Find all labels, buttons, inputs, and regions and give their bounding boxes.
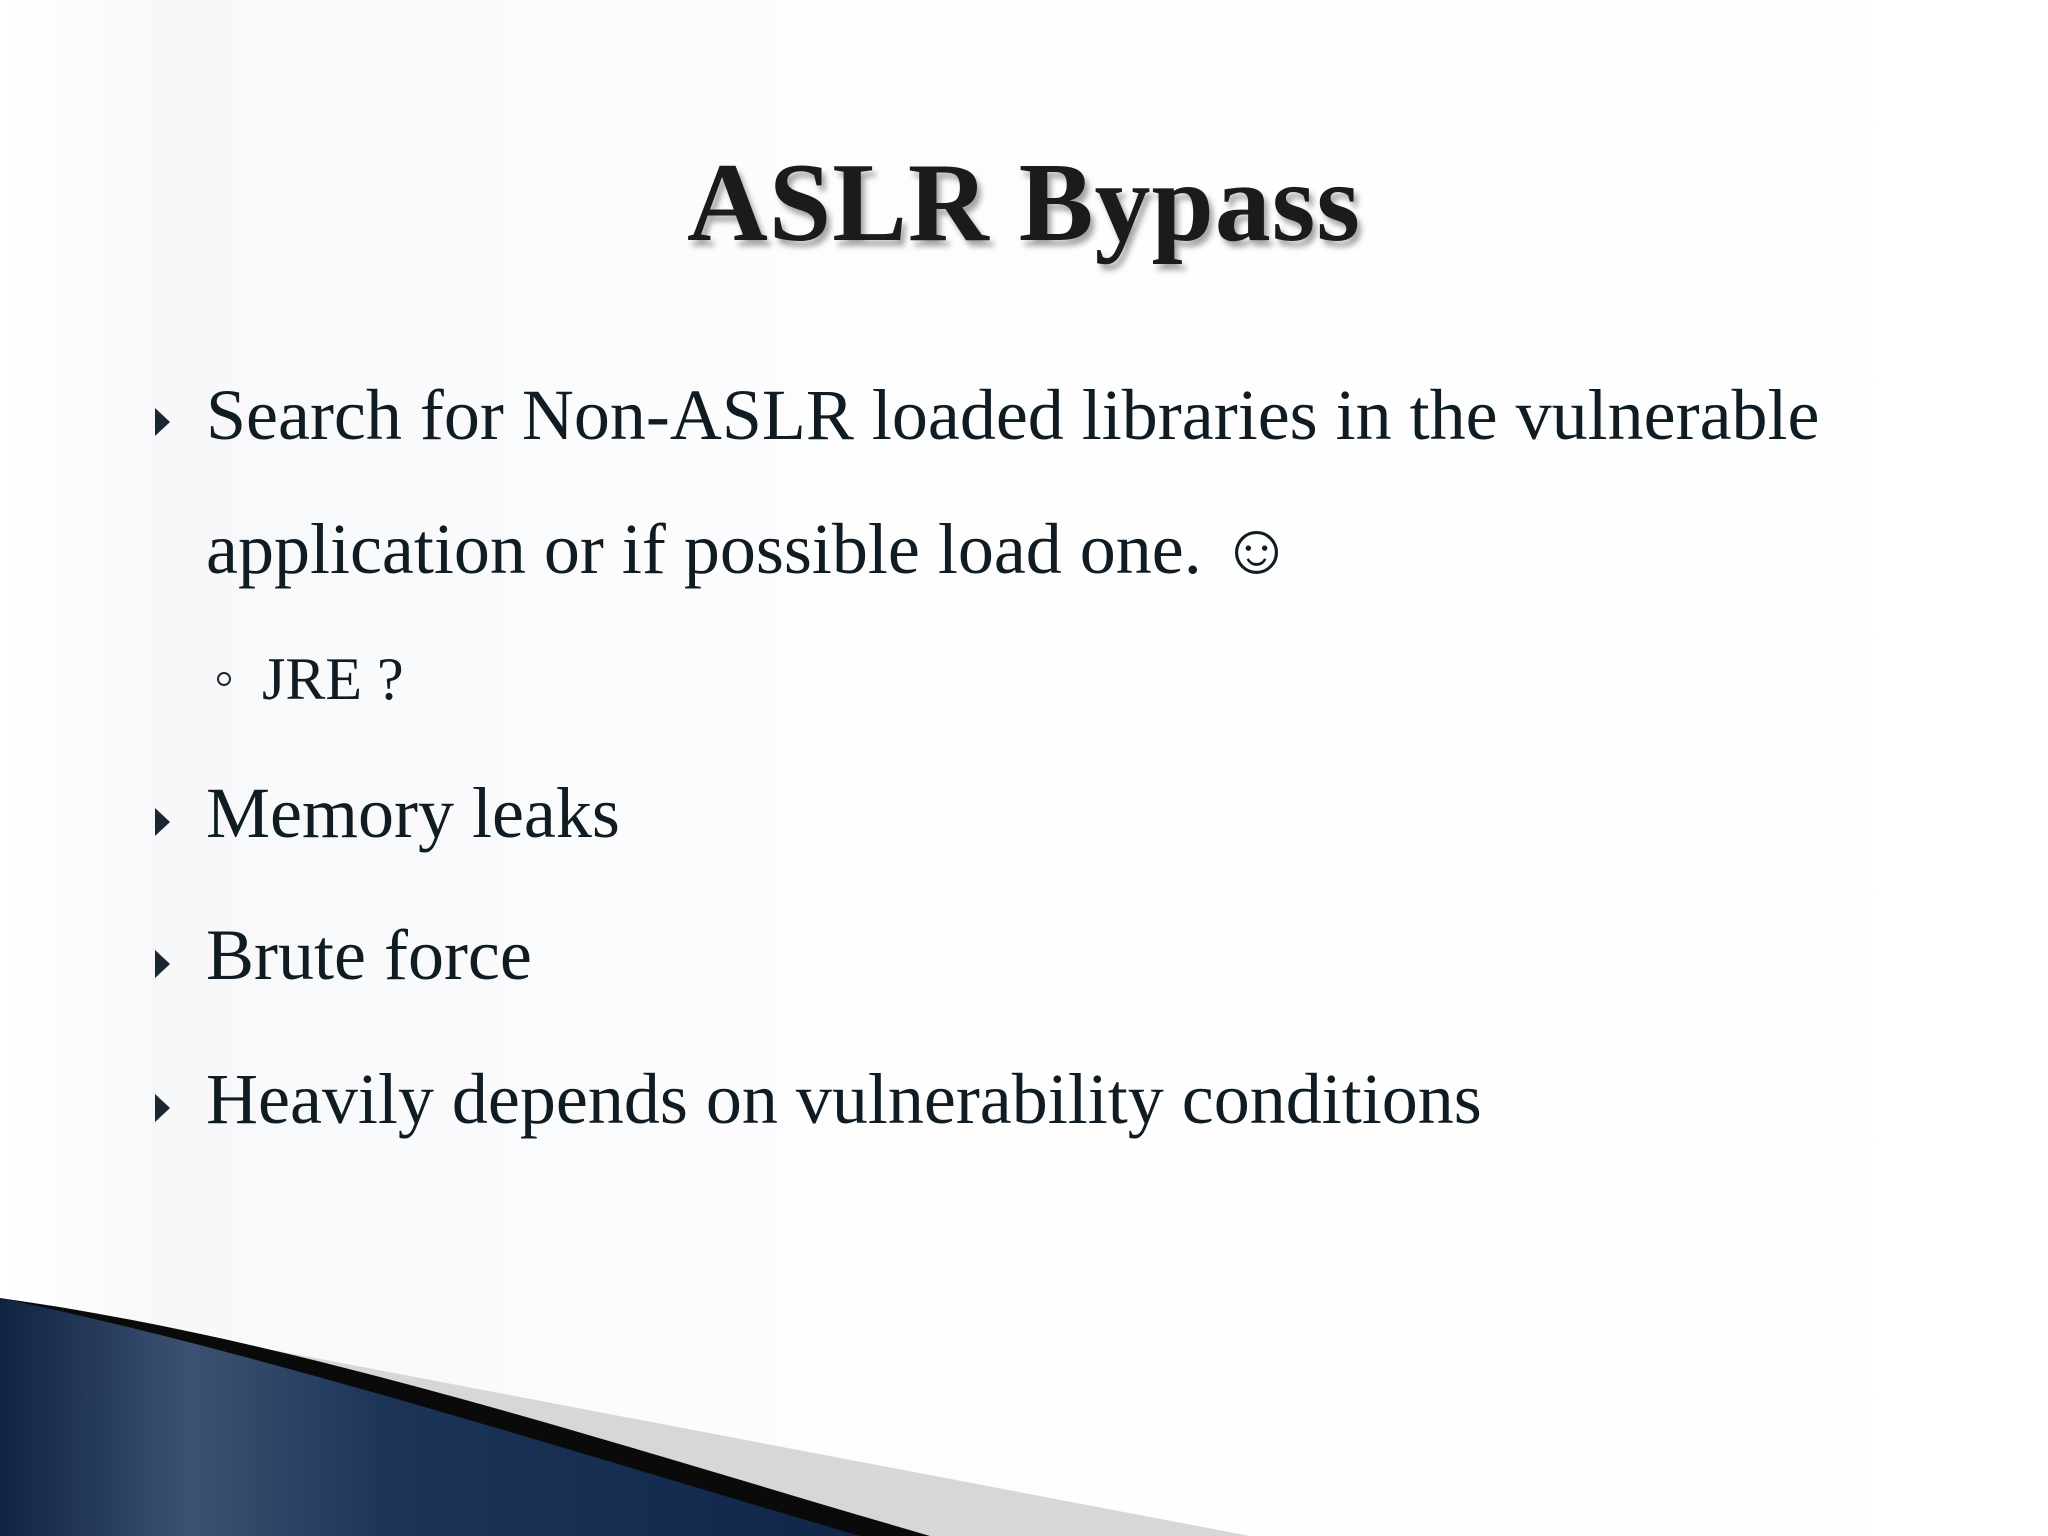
- swoosh-blue-shape: [0, 1298, 860, 1536]
- swoosh-black-band: [0, 1298, 930, 1536]
- triangle-right-icon: [155, 408, 170, 436]
- bullet-text: Heavily depends on vulnerability conditions: [206, 1059, 1482, 1139]
- triangle-right-icon: [155, 808, 170, 836]
- swoosh-gray-band: [0, 1298, 1250, 1536]
- hollow-circle-icon: [217, 672, 231, 686]
- bullet-text-line: Search for Non-ASLR loaded libraries in the vulnerable: [206, 375, 1820, 455]
- bullet-text-line: application or if possible load one. ☺: [206, 509, 1294, 589]
- triangle-right-icon: [155, 1094, 170, 1122]
- sub-bullet-text: JRE ?: [262, 646, 404, 712]
- bullet-text: Brute force: [206, 915, 532, 995]
- triangle-right-icon: [155, 950, 170, 978]
- slide-title: ASLR Bypass: [687, 141, 1361, 265]
- bullet-text: Memory leaks: [206, 773, 620, 853]
